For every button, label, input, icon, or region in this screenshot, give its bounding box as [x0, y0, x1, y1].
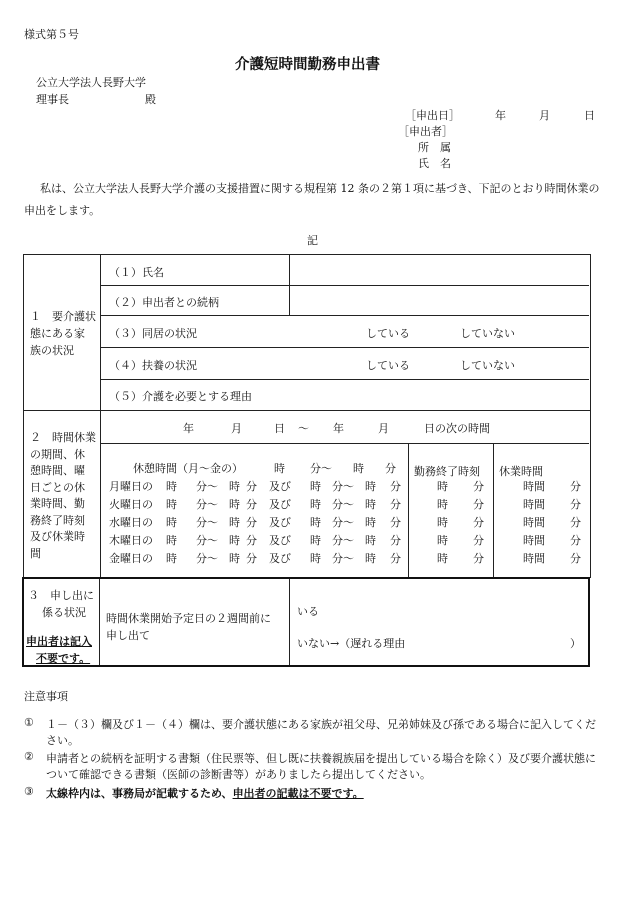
- intro-line-2: 申出をします。: [24, 204, 101, 217]
- weekday-time-cell: 時: [310, 534, 321, 547]
- weekday-label: 木曜日の: [109, 534, 153, 547]
- section3-condition: 時間休業開始予定日の２週間前に 申し出て: [106, 612, 271, 642]
- s1-row5-label: （５）介護を必要とする理由: [109, 390, 252, 403]
- weekday-time-cell: 分: [390, 498, 401, 511]
- leave-hours: 時間: [523, 498, 545, 511]
- leave-hours: 時間: [523, 534, 545, 547]
- s1-row2-label: （２）申出者との続柄: [109, 296, 219, 309]
- weekday-time-cell: 分〜: [196, 552, 218, 565]
- weekday-time-cell: 分: [390, 480, 401, 493]
- s2-leave-divider: [493, 444, 494, 577]
- weekday-time-cell: 時: [229, 534, 240, 547]
- s1-row4-opt-no: していない: [460, 359, 515, 372]
- end-time-hour: 時: [437, 534, 448, 547]
- weekday-time-cell: 時: [166, 552, 177, 565]
- weekday-time-cell: 分〜: [332, 498, 354, 511]
- leave-minutes: 分: [570, 534, 581, 547]
- weekday-time-cell: 分: [390, 516, 401, 529]
- leave-minutes: 分: [570, 480, 581, 493]
- section3-label: ３ 申し出に 係る状況: [28, 589, 94, 619]
- leave-header: 休業時間: [499, 465, 543, 478]
- date-year: 年: [495, 109, 506, 122]
- note-1-line-1: １－（３）欄及び１－（４）欄は、要介護状態にある家族が祖父母、兄弟姉妹及び孫である場合に記入してくだ: [46, 718, 596, 731]
- end-time-header: 勤務終了時刻: [414, 465, 480, 478]
- weekday-time-cell: 時: [166, 480, 177, 493]
- section3-opt-no: いない→（遅れる理由: [297, 637, 406, 650]
- end-time-hour: 時: [437, 516, 448, 529]
- section3-note: 申出者は記入 不要です。: [26, 635, 92, 665]
- addressee-role: 理事長: [36, 93, 69, 106]
- end-time-minute: 分: [473, 552, 484, 565]
- section3-close-paren: ）: [570, 637, 581, 650]
- date-label: ［申出日］: [405, 109, 460, 122]
- break-h1: 時: [274, 462, 285, 475]
- weekday-time-cell: 分: [390, 552, 401, 565]
- weekday-time-cell: 時: [365, 516, 376, 529]
- note-2-line-1: 申請者との続柄を証明する書類（住民票等、但し既に扶養親族届を提出している場合を除く）及び要介護状態に: [46, 752, 596, 765]
- s2-period-line: [101, 410, 589, 444]
- ki-mark: 記: [307, 234, 318, 247]
- section2-label: ２ 時間休業 の期間、休 憩時間、曜 日ごとの休 業時間、勤 務終了時刻 及び休業時 間: [30, 431, 96, 560]
- weekday-time-cell: 分: [246, 480, 257, 493]
- end-time-minute: 分: [473, 480, 484, 493]
- weekday-time-cell: 時: [310, 480, 321, 493]
- weekday-time-cell: 及び: [269, 552, 291, 565]
- weekday-time-cell: 分〜: [332, 516, 354, 529]
- leave-minutes: 分: [570, 498, 581, 511]
- weekday-time-cell: 時: [365, 552, 376, 565]
- break-m1: 分〜: [310, 462, 332, 475]
- leave-hours: 時間: [523, 516, 545, 529]
- addressee-honorific: 殿: [145, 93, 156, 106]
- end-time-minute: 分: [473, 498, 484, 511]
- weekday-time-cell: 時: [365, 498, 376, 511]
- end-time-hour: 時: [437, 552, 448, 565]
- addressee-org: 公立大学法人長野大学: [36, 76, 146, 89]
- form-number: 様式第５号: [24, 28, 79, 41]
- period-month-2: 月: [378, 422, 389, 435]
- weekday-time-cell: 分〜: [196, 534, 218, 547]
- page-title: 介護短時間勤務申出書: [235, 56, 380, 73]
- weekday-time-cell: 分: [390, 534, 401, 547]
- s1-row3-opt-no: していない: [460, 327, 515, 340]
- weekday-time-cell: 及び: [269, 480, 291, 493]
- break-header: 休憩時間（月〜金の）: [133, 462, 243, 475]
- end-time-minute: 分: [473, 534, 484, 547]
- applicant-name-label: 氏 名: [418, 157, 451, 170]
- note-3-text: 太線枠内は、事務局が記載するため、申出者の記載は不要です。: [46, 787, 364, 800]
- weekday-time-cell: 分〜: [332, 552, 354, 565]
- weekday-time-cell: 時: [166, 516, 177, 529]
- weekday-time-cell: 時: [365, 534, 376, 547]
- affiliation-label: 所 属: [418, 141, 451, 154]
- note-1-line-2: さい。: [46, 734, 79, 747]
- s1-row1-label: （１）氏名: [109, 266, 164, 279]
- weekday-label: 月曜日の: [109, 480, 153, 493]
- s1-row1-line: [101, 254, 589, 286]
- weekday-time-cell: 分: [246, 498, 257, 511]
- weekday-time-cell: 分: [246, 516, 257, 529]
- intro-line-1: 私は、公立大学法人長野大学介護の支援措置に関する規程第 12 条の２第１項に基づき、下記のとおり時間休業の: [40, 182, 600, 195]
- weekday-time-cell: 分: [246, 552, 257, 565]
- date-day: 日: [584, 109, 595, 122]
- end-time-minute: 分: [473, 516, 484, 529]
- weekday-time-cell: 分〜: [196, 480, 218, 493]
- weekday-time-cell: 時: [166, 534, 177, 547]
- weekday-time-cell: 時: [229, 480, 240, 493]
- period-tail: 日の次の時間: [424, 422, 490, 435]
- s1-row4-opt-yes: している: [366, 359, 410, 372]
- period-tilde: 〜: [298, 422, 309, 435]
- weekday-time-cell: 時: [166, 498, 177, 511]
- period-month-1: 月: [231, 422, 242, 435]
- weekday-time-cell: 時: [310, 552, 321, 565]
- period-year-1: 年: [183, 422, 194, 435]
- end-time-hour: 時: [437, 480, 448, 493]
- s1-row3-label: （３）同居の状況: [109, 327, 197, 340]
- note-2-num: ②: [24, 750, 34, 763]
- weekday-time-cell: 時: [365, 480, 376, 493]
- s3-divider-2: [289, 579, 290, 665]
- weekday-time-cell: 分〜: [196, 498, 218, 511]
- weekday-time-cell: 時: [310, 516, 321, 529]
- weekday-time-cell: 及び: [269, 534, 291, 547]
- weekday-time-cell: 分〜: [332, 534, 354, 547]
- s2-endtime-divider: [408, 444, 409, 577]
- weekday-time-cell: 時: [229, 498, 240, 511]
- section3-opt-yes: いる: [297, 605, 319, 618]
- leave-hours: 時間: [523, 552, 545, 565]
- weekday-label: 火曜日の: [109, 498, 153, 511]
- period-year-2: 年: [333, 422, 344, 435]
- weekday-label: 水曜日の: [109, 516, 153, 529]
- note-3-num: ③: [24, 785, 34, 798]
- leave-hours: 時間: [523, 480, 545, 493]
- period-day-1: 日: [274, 422, 285, 435]
- weekday-time-cell: 時: [310, 498, 321, 511]
- s1-row4-label: （４）扶養の状況: [109, 359, 197, 372]
- weekday-time-cell: 及び: [269, 516, 291, 529]
- leave-minutes: 分: [570, 552, 581, 565]
- date-month: 月: [539, 109, 550, 122]
- weekday-time-cell: 時: [229, 552, 240, 565]
- section1-label: １ 要介護状 態にある家 族の状況: [30, 310, 96, 357]
- note-2-line-2: ついて確認できる書類（医師の診断書等）がありましたら提出してください。: [46, 768, 431, 781]
- weekday-time-cell: 分〜: [332, 480, 354, 493]
- weekday-time-cell: 分〜: [196, 516, 218, 529]
- notes-heading: 注意事項: [24, 690, 68, 703]
- s1-row3-opt-yes: している: [366, 327, 410, 340]
- s3-divider-1: [99, 579, 100, 665]
- weekday-time-cell: 時: [229, 516, 240, 529]
- break-m2: 分: [385, 462, 396, 475]
- break-h2: 時: [353, 462, 364, 475]
- weekday-time-cell: 分: [246, 534, 257, 547]
- weekday-time-cell: 及び: [269, 498, 291, 511]
- end-time-hour: 時: [437, 498, 448, 511]
- leave-minutes: 分: [570, 516, 581, 529]
- weekday-label: 金曜日の: [109, 552, 153, 565]
- applicant-label: ［申出者］: [398, 125, 453, 138]
- note-1-num: ①: [24, 716, 34, 729]
